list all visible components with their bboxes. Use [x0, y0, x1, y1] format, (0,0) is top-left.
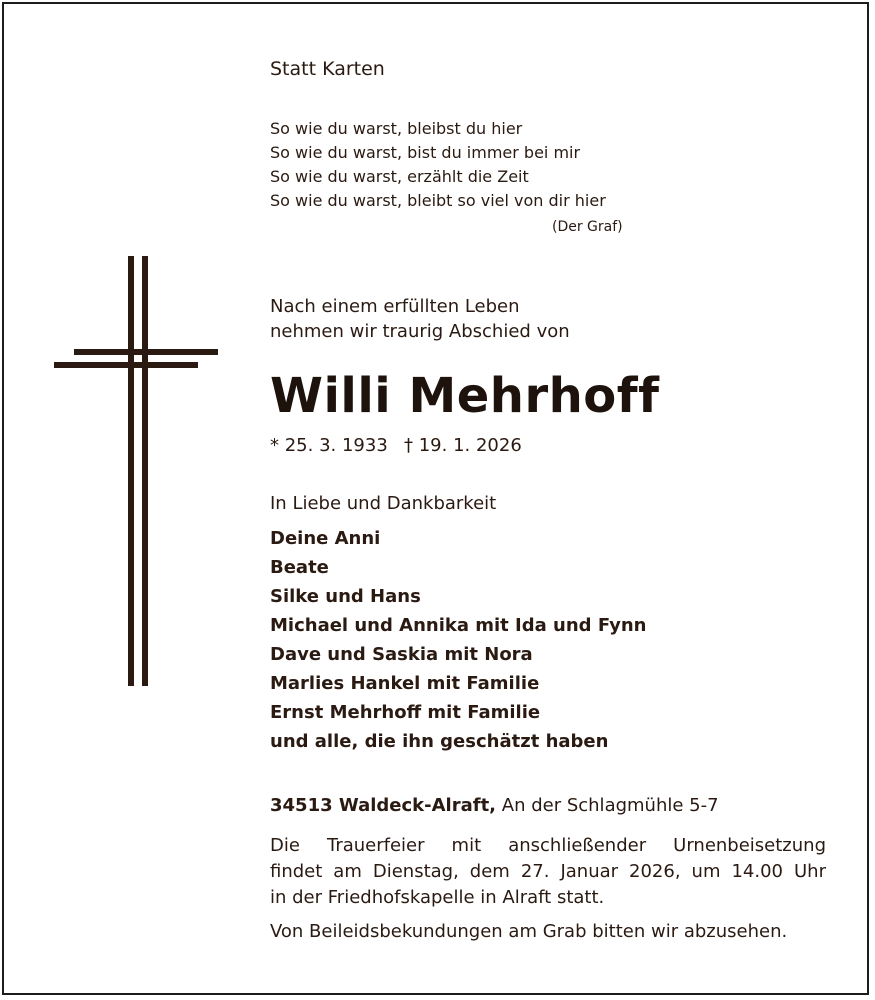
birth-date: * 25. 3. 1933 [270, 435, 388, 456]
mourner-name: und alle, die ihn geschätzt haben [270, 731, 609, 752]
mourner-name: Ernst Mehrhoff mit Familie [270, 702, 541, 723]
deceased-name: Willi Mehrhoff [270, 368, 660, 424]
ceremony-line-1: Die Trauerfeier mit anschließender Urnenbeisetzung [270, 835, 826, 856]
mourner-name: Silke und Hans [270, 586, 421, 607]
statt-karten: Statt Karten [270, 58, 385, 80]
death-date: † 19. 1. 2026 [404, 435, 522, 456]
mourners-heading: In Liebe und Dankbarkeit [270, 493, 497, 514]
intro-line-2: nehmen wir traurig Abschied von [270, 321, 570, 342]
poem-author: (Der Graf) [552, 219, 623, 235]
mourner-name: Beate [270, 557, 329, 578]
poem-line: So wie du warst, erzählt die Zeit [270, 167, 529, 186]
ceremony-line-2: findet am Dienstag, dem 27. Januar 2026, um 14.00 Uhr [270, 861, 826, 882]
mourner-name: Dave und Saskia mit Nora [270, 644, 533, 665]
mourner-name: Deine Anni [270, 528, 381, 549]
poem-line: So wie du warst, bleibt so viel von dir hier [270, 191, 606, 210]
cross-icon [54, 256, 218, 686]
condolence-note: Von Beileidsbekundungen am Grab bitten wir abzusehen. [270, 921, 788, 942]
intro-line-1: Nach einem erfüllten Leben [270, 296, 520, 317]
mourner-name: Michael und Annika mit Ida und Fynn [270, 615, 647, 636]
address [270, 794, 719, 818]
address-street: An der Schlagmühle 5-7 [501, 795, 719, 816]
poem-line: So wie du warst, bleibst du hier [270, 119, 523, 138]
mourner-name: Marlies Hankel mit Familie [270, 673, 540, 694]
address-city: 34513 Waldeck-Alraft, [270, 795, 497, 816]
ceremony-line-3: in der Friedhofskapelle in Alraft statt. [270, 887, 605, 908]
poem-line: So wie du warst, bist du immer bei mir [270, 143, 581, 162]
